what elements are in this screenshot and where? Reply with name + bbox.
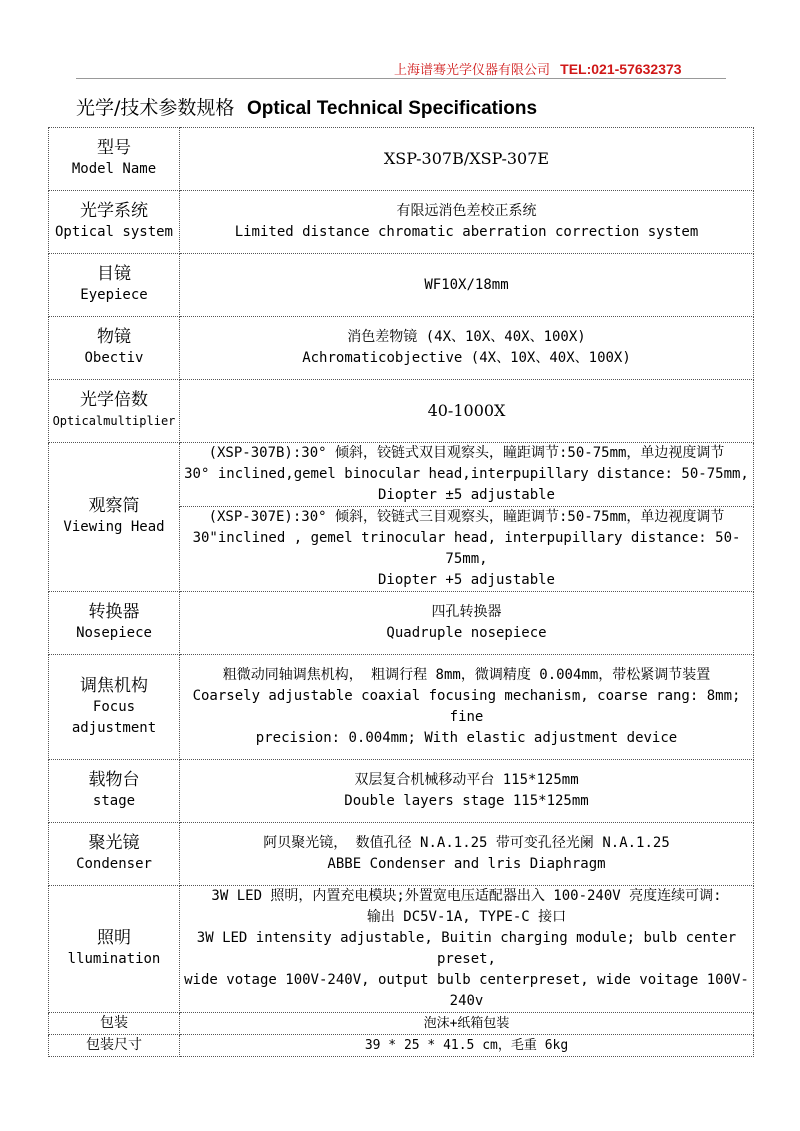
row-label (49, 592, 180, 655)
spec-table (48, 127, 754, 1057)
row-label (49, 254, 180, 317)
value-cn: 有限远消色差校正系统 (396, 203, 537, 219)
table-row (49, 655, 754, 760)
label-en: Optical system (54, 224, 173, 240)
company-name: 上海谱骞光学仪器有限公司 (394, 63, 551, 78)
row-value: 39 * 25 * 41.5 cm，毛重 6kg (180, 1035, 754, 1057)
row-label (49, 128, 180, 191)
row-value (180, 191, 754, 254)
row-value: 泡沫+纸箱包装 (180, 1013, 754, 1035)
value-en: Quadruple nosepiece (386, 625, 547, 641)
value-cn: (XSP-307B):30° 倾斜，铰链式双目观察头，瞳距调节:50-75mm，单边视度调节 (208, 445, 725, 461)
row-label (49, 317, 180, 380)
value-cn: 3W LED 照明，内置充电模块;外置宽电压适配器出入 100-240V 亮度连续可调: (211, 888, 722, 904)
label-cn: 照明 (97, 928, 131, 948)
label-en: Opticalmultiplier (52, 414, 176, 428)
label-cn: 光学倍数 (80, 390, 148, 410)
row-label: 包装尺寸 (49, 1035, 180, 1057)
value-cn: 阿贝聚光镜， 数值孔径 N.A.1.25 带可变孔径光阑 N.A.1.25 (263, 835, 670, 851)
page-title (76, 93, 537, 120)
label-en: Condenser (76, 856, 152, 872)
label-cn: 目镜 (97, 264, 131, 284)
value-cn: 消色差物镜 (4X、10X、40X、100X) (347, 329, 586, 345)
row-value (180, 886, 754, 1013)
magnification-value: 40-1000X (427, 400, 506, 420)
row-label (49, 380, 180, 443)
table-row (49, 886, 754, 1013)
row-label (49, 760, 180, 823)
row-label: 包装 (49, 1013, 180, 1035)
row-value (180, 823, 754, 886)
value-en: Coarsely adjustable coaxial focusing mechanism, coarse rang: 8mm; fine (192, 688, 741, 725)
value-en: Limited distance chromatic aberration correction system (234, 224, 699, 240)
value-en: precision: 0.004mm; With elastic adjustment device (255, 730, 678, 746)
table-row (49, 380, 754, 443)
row-label (49, 823, 180, 886)
label-en: llumination (67, 951, 161, 967)
row-value (180, 507, 754, 592)
table-row (49, 823, 754, 886)
label-en: stage (92, 793, 136, 809)
label-en: Obectiv (84, 350, 144, 366)
header-divider (76, 78, 726, 79)
value-en: Diopter +5 adjustable (377, 572, 555, 588)
table-row (49, 128, 754, 191)
value-cn: 双层复合机械移动平台 115*125mm (354, 772, 579, 788)
page-title-cn: 光学/技术参数规格 (76, 97, 235, 119)
row-value (180, 317, 754, 380)
page-title-en: Optical Technical Specifications (247, 98, 538, 119)
table-row (49, 317, 754, 380)
row-value (180, 128, 754, 191)
table-row (49, 191, 754, 254)
label-cn: 调焦机构 (80, 675, 148, 696)
model-value: XSP-307B/XSP-307E (383, 148, 550, 168)
row-value (180, 592, 754, 655)
table-row (49, 1035, 754, 1057)
table-row (49, 760, 754, 823)
label-en: Nosepiece (76, 625, 152, 641)
label-cn: 物镜 (97, 327, 131, 347)
value-en: 30° inclined,gemel binocular head,interpupillary distance: 50-75mm, (184, 466, 749, 482)
table-row (49, 1013, 754, 1035)
value-en: Double layers stage 115*125mm (344, 793, 589, 809)
company-tel: TEL:021-57632373 (560, 61, 682, 77)
row-value (180, 443, 754, 507)
value-en: 30"inclined , gemel trinocular head, interpupillary distance: 50-75mm, (192, 530, 741, 567)
row-label (49, 191, 180, 254)
row-value (180, 254, 754, 317)
row-label (49, 655, 180, 760)
label-en: Focus (92, 698, 136, 715)
value-cn: WF10X/18mm (424, 276, 509, 293)
label-cn: 型号 (97, 138, 131, 158)
value-en: 3W LED intensity adjustable, Buitin charging module; bulb center preset, (196, 930, 737, 967)
label-cn: 转换器 (88, 602, 140, 622)
value-cn: 四孔转换器 (431, 604, 502, 620)
label-en: Eyepiece (80, 287, 148, 303)
row-value (180, 655, 754, 760)
value-en: wide votage 100V-240V, output bulb centerpreset, wide voitage 100V-240v (184, 972, 749, 1009)
table-row (49, 443, 754, 507)
label-en: adjustment (71, 719, 157, 736)
row-label (49, 443, 180, 592)
value-en: Diopter ±5 adjustable (377, 487, 555, 503)
label-cn: 聚光镜 (88, 833, 140, 853)
table-row (49, 254, 754, 317)
label-cn: 载物台 (88, 770, 140, 790)
label-cn: 观察筒 (88, 496, 140, 516)
value-en: ABBE Condenser and lris Diaphragm (327, 856, 606, 872)
value-en: Achromaticobjective (4X、10X、40X、100X) (302, 350, 631, 366)
row-value (180, 760, 754, 823)
label-cn: 光学系统 (80, 201, 148, 221)
value-cn: 粗微动同轴调焦机构， 粗调行程 8mm，微调精度 0.004mm，带松紧调节装置 (222, 667, 711, 683)
value-cn: 输出 DC5V-1A, TYPE-C 接口 (366, 909, 567, 925)
row-label (49, 886, 180, 1013)
row-value (180, 380, 754, 443)
table-row (49, 592, 754, 655)
company-header (394, 59, 764, 78)
label-en: Model Name (71, 161, 157, 177)
label-en: Viewing Head (63, 519, 165, 535)
value-cn: (XSP-307E):30° 倾斜，铰链式三目观察头，瞳距调节:50-75mm，单边视度调节 (208, 509, 725, 525)
